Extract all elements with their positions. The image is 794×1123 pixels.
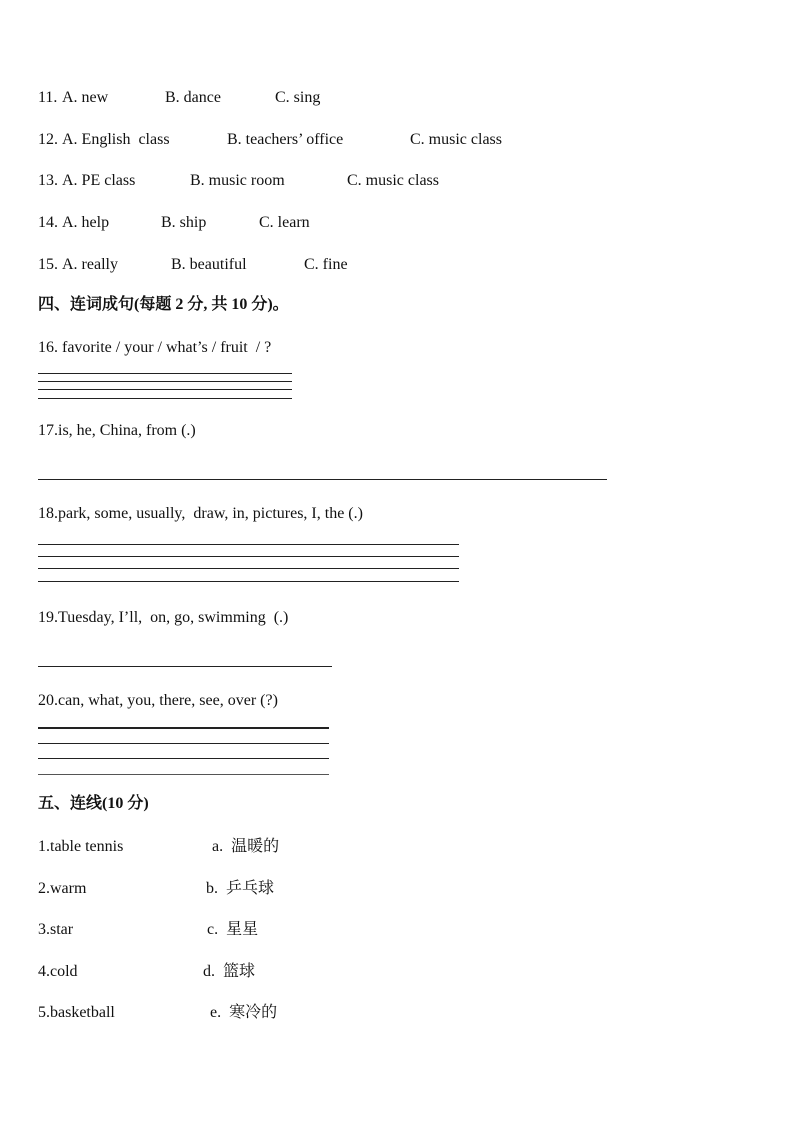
match-left-item: 3.star: [38, 921, 74, 938]
match-right-item: a. 温暖的: [212, 838, 280, 855]
item-words: .park, some, usually, draw, in, pictures, I, the (.): [54, 505, 363, 522]
question-number: 13.: [38, 172, 58, 189]
answer-line[interactable]: [38, 556, 459, 557]
option-c: C. learn: [259, 214, 310, 231]
answer-line[interactable]: [38, 479, 607, 480]
match-right-item: e. 寒冷的: [210, 1004, 278, 1021]
answer-line[interactable]: [38, 389, 292, 390]
section-5-heading: 五、连线(10 分): [38, 795, 149, 812]
option-c: C. fine: [304, 256, 348, 273]
answer-line[interactable]: [38, 666, 332, 667]
answer-line[interactable]: [38, 758, 329, 759]
match-right-item: c. 星星: [207, 921, 259, 938]
item-number: 17: [38, 422, 54, 439]
section-4-heading: 四、连词成句(每题 2 分, 共 10 分)。: [38, 296, 289, 313]
item-words: . favorite / your / what’s / fruit / ?: [54, 339, 272, 356]
option-c: C. music class: [347, 172, 439, 189]
item-words: .can, what, you, there, see, over (?): [54, 692, 278, 709]
sentence-item-17: [38, 421, 196, 441]
option-b: B. music room: [190, 172, 285, 189]
sentence-item-20: [38, 691, 278, 711]
option-a: A. PE class: [62, 172, 136, 189]
answer-line[interactable]: [38, 398, 292, 399]
answer-line[interactable]: [38, 774, 329, 775]
item-words: .is, he, China, from (.): [54, 422, 196, 439]
answer-line[interactable]: [38, 727, 329, 729]
question-number: 14.: [38, 214, 58, 231]
match-left-item: 5.basketball: [38, 1004, 115, 1021]
answer-line[interactable]: [38, 381, 292, 382]
option-b: B. dance: [165, 89, 221, 106]
option-b: B. ship: [161, 214, 207, 231]
option-c: C. sing: [275, 89, 321, 106]
question-number: 15.: [38, 256, 58, 273]
answer-line[interactable]: [38, 544, 459, 545]
item-number: 16: [38, 339, 54, 356]
option-a: A. help: [62, 214, 110, 231]
item-number: 19: [38, 609, 54, 626]
option-b: B. beautiful: [171, 256, 247, 273]
question-number: 11.: [38, 89, 58, 106]
answer-line[interactable]: [38, 743, 329, 744]
item-words: .Tuesday, I’ll, on, go, swimming (.): [54, 609, 289, 626]
match-left-item: 1.table tennis: [38, 838, 124, 855]
option-a: A. English class: [62, 131, 170, 148]
sentence-item-19: [38, 608, 288, 628]
option-c: C. music class: [410, 131, 502, 148]
answer-line[interactable]: [38, 581, 459, 582]
match-left-item: 4.cold: [38, 963, 78, 980]
question-number: 12.: [38, 131, 58, 148]
match-right-item: d. 篮球: [203, 963, 256, 980]
item-number: 20: [38, 692, 54, 709]
sentence-item-16: [38, 338, 271, 358]
item-number: 18: [38, 505, 54, 522]
sentence-item-18: [38, 504, 363, 524]
match-right-item: b. 乒乓球: [206, 880, 275, 897]
answer-line[interactable]: [38, 568, 459, 569]
option-b: B. teachers’ office: [227, 131, 344, 148]
match-left-item: 2.warm: [38, 880, 87, 897]
option-a: A. really: [62, 256, 118, 273]
answer-line[interactable]: [38, 373, 292, 374]
option-a: A. new: [62, 89, 109, 106]
